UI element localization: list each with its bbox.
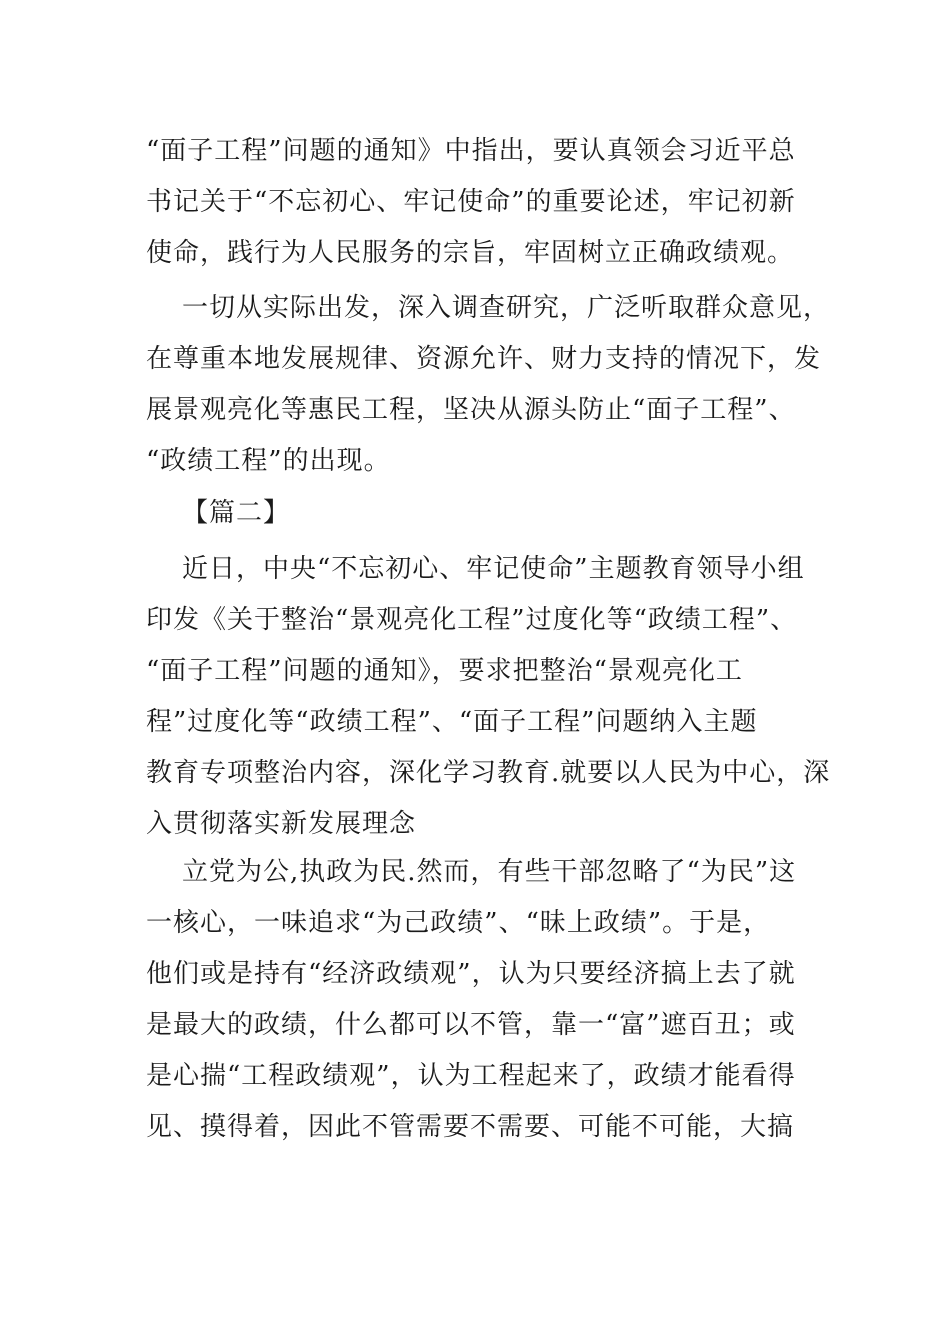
section-heading xyxy=(146,488,806,539)
text-line: 一切从实际出发，深入调查研究，广泛听取群众意见， xyxy=(182,293,831,323)
text-line: 程”过度化等“政绩工程”、“面子工程”问题纳入主题 xyxy=(146,707,758,737)
paragraph xyxy=(146,544,831,850)
paragraph xyxy=(146,847,806,1153)
text-line: 是最大的政绩，什么都可以不管，靠一“富”遮百丑；或 xyxy=(146,1010,796,1040)
text-line: 见、摸得着，因此不管需要不需要、可能不可能，大搞 xyxy=(146,1112,795,1142)
text-line: “面子工程”问题的通知》中指出，要认真领会习近平总 xyxy=(146,136,796,166)
text-line: “面子工程”问题的通知》，要求把整治“景观亮化工 xyxy=(146,656,743,686)
text-line: 一核心，一味追求“为己政绩”、“昧上政绩”。于是， xyxy=(146,908,771,938)
text-line: 近日，中央“不忘初心、牢记使命”主题教育领导小组 xyxy=(182,554,805,584)
section-title: 【篇二】 xyxy=(182,498,291,528)
text-line: 使命，践行为人民服务的宗旨，牢固树立正确政绩观。 xyxy=(146,238,795,268)
text-line: 立党为公,执政为民.然而，有些干部忽略了“为民”这 xyxy=(182,857,797,887)
text-line: 入贯彻落实新发展理念 xyxy=(146,809,417,839)
text-line: 教育专项整治内容，深化学习教育.就要以人民为中心，深 xyxy=(146,758,831,788)
text-line: 是心揣“工程政绩观”，认为工程起来了，政绩才能看得 xyxy=(146,1061,796,1091)
text-line: 在尊重本地发展规律、资源允许、财力支持的情况下，发 xyxy=(146,344,822,374)
paragraph xyxy=(146,283,831,487)
text-line: 展景观亮化等惠民工程，坚决从源头防止“面子工程”、 xyxy=(146,395,796,425)
paragraph-continuation xyxy=(146,126,806,279)
text-line: 印发《关于整治“景观亮化工程”过度化等“政绩工程”、 xyxy=(146,605,798,635)
text-line: 他们或是持有“经济政绩观”，认为只要经济搞上去了就 xyxy=(146,959,796,989)
text-line: 书记关于“不忘初心、牢记使命”的重要论述，牢记初新 xyxy=(146,187,796,217)
text-line: “政绩工程”的出现。 xyxy=(146,446,391,476)
